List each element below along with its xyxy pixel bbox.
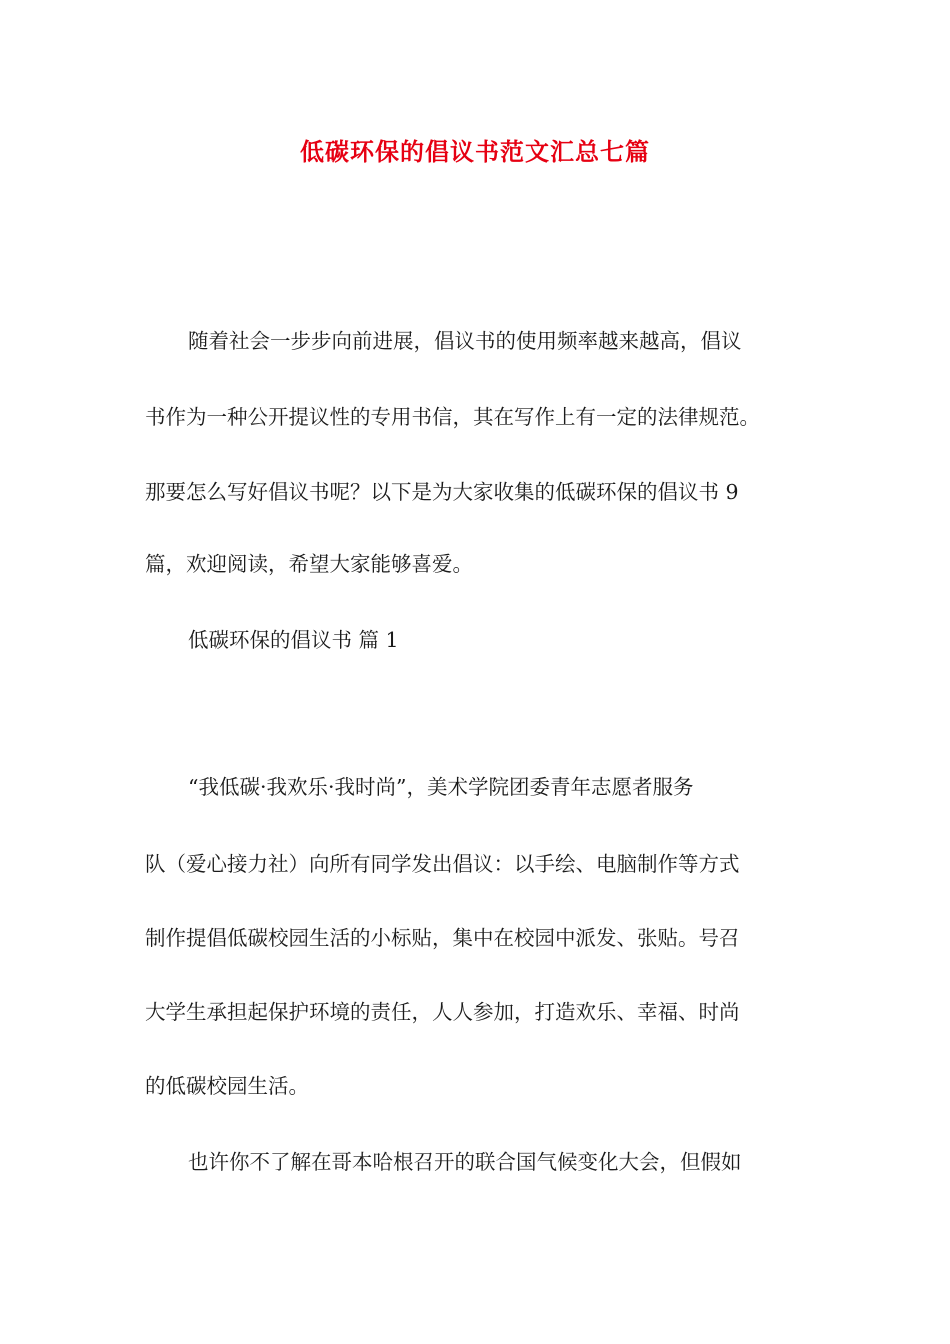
paragraph-line: 那要怎么写好倡议书呢？以下是为大家收集的低碳环保的倡议书 9 — [145, 480, 739, 504]
paragraph-line: 随着社会一步步向前进展，倡议书的使用频率越来越高，倡议 — [188, 329, 742, 353]
paragraph-line: 队（爱心接力社）向所有同学发出倡议：以手绘、电脑制作等方式 — [145, 852, 740, 876]
paragraph-line: “我低碳·我欢乐·我时尚”，美术学院团委青年志愿者服务 — [188, 775, 694, 799]
paragraph-line: 的低碳校园生活。 — [145, 1074, 309, 1098]
section-heading: 低碳环保的倡议书 篇 1 — [188, 628, 399, 652]
paragraph-line: 书作为一种公开提议性的专用书信，其在写作上有一定的法律规范。 — [145, 405, 760, 429]
paragraph-line: 大学生承担起保护环境的责任，人人参加，打造欢乐、幸福、时尚 — [145, 1000, 740, 1024]
document-title: 低碳环保的倡议书范文汇总七篇 — [300, 137, 650, 166]
paragraph-line: 篇，欢迎阅读，希望大家能够喜爱。 — [145, 552, 473, 576]
paragraph-line: 制作提倡低碳校园生活的小标贴，集中在校园中派发、张贴。号召 — [145, 926, 740, 950]
paragraph-line: 也许你不了解在哥本哈根召开的联合国气候变化大会，但假如 — [188, 1150, 742, 1174]
